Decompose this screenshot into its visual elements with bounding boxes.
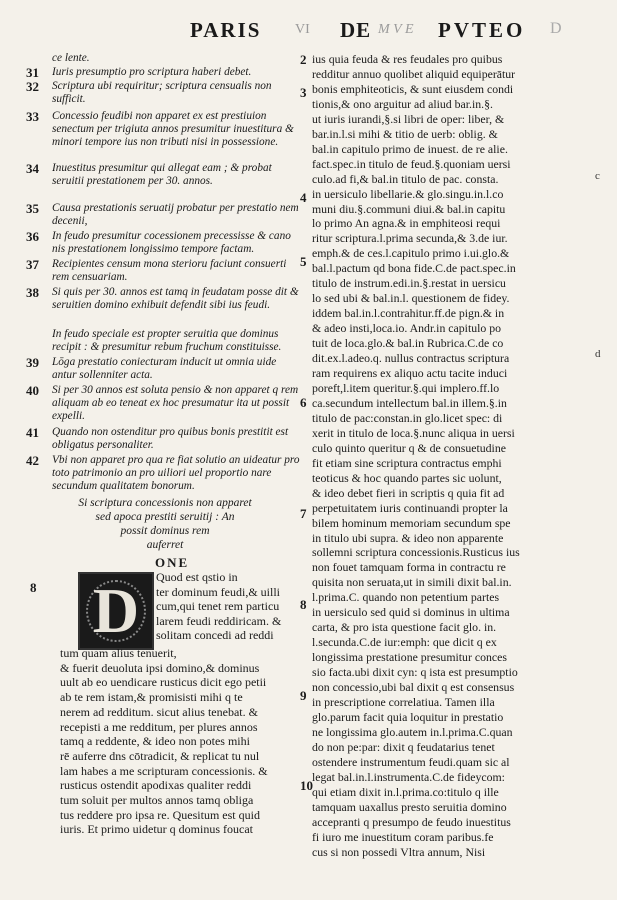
- summary-entry: [26, 161, 302, 188]
- body-text-right-column: [312, 52, 577, 859]
- text-line: bilem hominum memoriam secundum spe: [312, 515, 511, 530]
- header-faint-mark-2: M V E: [378, 22, 414, 37]
- header-left: PARIS: [190, 18, 262, 42]
- edge-mark: d: [595, 348, 601, 360]
- entry-number: 31: [26, 65, 39, 80]
- summary-entry: [30, 328, 302, 354]
- entry-number: 33: [26, 109, 39, 124]
- text-line: in uersiculo sed quid si dominus in ultima: [312, 605, 510, 620]
- summary-entry: [26, 355, 302, 382]
- entry-text: Recipientes censum mona sterioru faciunt consuerti rem censuariam.: [52, 258, 287, 284]
- text-line: tamquam uaxallus presto seruitia domino: [312, 799, 507, 814]
- entry-text: In feudo presumitur cocessionem precessisse & cano nis prestationem longissimo tempore factam.: [52, 230, 291, 256]
- entry-text: Quando non ostenditur pro quibus bonis prestitit est obligatus personaliter.: [52, 426, 289, 452]
- title-line: sed apoca prestiti seruitij : An: [95, 511, 235, 523]
- text-line: tamq a reddente, & ideo non potes mihi: [60, 734, 250, 749]
- summary-entry: [26, 285, 302, 312]
- text-line: carta, & pro ista questione facit glo. in.: [312, 620, 497, 635]
- text-line: in prescriptione correlatiua. Tamen illa: [312, 694, 495, 709]
- text-line: teoticus & hoc quando partes sic uolunt,: [312, 470, 502, 485]
- text-line: nerem ad redditum. sicut alius tenebat. &: [60, 704, 258, 719]
- text-line: recepisti a me redditum, per plures annos: [60, 719, 258, 734]
- text-line: tum quam alius tenuerit,: [60, 646, 177, 660]
- body-text-left: [60, 646, 300, 837]
- entry-number: 39: [26, 355, 39, 370]
- header-right: PVTEO: [438, 18, 526, 42]
- entry-text: ce lente.: [52, 52, 90, 64]
- text-line: fact.spec.in titulo de feud.§.quoniam uersi: [312, 156, 511, 171]
- text-line: bal.l.pactum qd bona fide.C.de pact.spec.in: [312, 261, 516, 276]
- margin-marker: 8: [30, 580, 37, 595]
- entry-number: 41: [26, 425, 39, 440]
- text-line: muni diu.§.communi diui.& bal.in capitu: [312, 201, 506, 216]
- text-line: lo primo An agna.& in emphiteosi requi: [312, 216, 501, 231]
- header-edge-letter: D: [550, 20, 562, 37]
- paragraph-number: 9: [300, 688, 307, 703]
- paragraph-number: 10: [300, 778, 313, 793]
- summary-entry: [26, 383, 302, 424]
- text-line: tionis,& ono arguitur ad aliud bar.in.§.: [312, 96, 493, 111]
- text-line: in titulo ubi supra. & ideo non apparente: [312, 530, 504, 545]
- text-line: ter dominum feudi,& uilli: [156, 584, 280, 599]
- entry-text: Iuris presumptio pro scriptura haberi debet.: [52, 66, 252, 78]
- summary-entry: [26, 425, 302, 452]
- title-line: possit dominus rem: [120, 525, 210, 537]
- text-line: legat bal.in.l.instrumenta.C.de fideycom:: [312, 769, 505, 784]
- text-line: cum,qui tenet rem particu: [156, 599, 280, 614]
- text-line: ram requirens ex aliquo actu tacite induci: [312, 366, 508, 381]
- summary-entry: [26, 229, 302, 256]
- text-line: lo sed ubi & bal.in.l. questionem de fidey.: [312, 291, 510, 306]
- entry-number: 40: [26, 383, 39, 398]
- entry-number: 34: [26, 161, 39, 176]
- text-line: do non pe:par: dixit q feudatarius tenet: [312, 739, 495, 754]
- text-line: ut iuris iurandi,§.si libri de oper: liber, &: [312, 111, 505, 126]
- summary-entry: [26, 257, 302, 284]
- text-line: tum soluit per multos annos tamq obliga: [60, 793, 254, 808]
- text-line: sio facta.ubi dixit cyn: q ista est presumptio: [312, 665, 518, 680]
- text-line: accepranti q presumpo de feudo inuestitus: [312, 814, 511, 829]
- text-line: tus reddere pro ipsa re. Quesitum est quid: [60, 807, 260, 822]
- summary-entry: [26, 201, 302, 228]
- text-line: in uersiculo libellarie.& glo.singu.in.l.co: [312, 186, 504, 201]
- text-line: fi iuro me inuestitum coram paribus.fe: [312, 829, 494, 844]
- summary-entry: [26, 109, 302, 150]
- text-line: l.prima.C. quando non petentium partes: [312, 590, 500, 605]
- paragraph-number: 2: [300, 52, 307, 67]
- paragraph-number: 5: [300, 254, 307, 269]
- text-line: sollemni scriptura concessionis.Rusticus ius: [312, 545, 520, 560]
- text-line: bal.in capitulo primo de inuest. de re alie.: [312, 141, 508, 156]
- text-line: larem feudi reddiricam. &: [156, 613, 282, 628]
- entry-number: 32: [26, 79, 39, 94]
- text-line: Quod est qstio in: [156, 570, 238, 584]
- summary-entry: [26, 65, 302, 80]
- text-line: non concessio,ubi bal dixit q est consensus: [312, 680, 515, 695]
- text-line: solitam concedi ad reddi: [156, 628, 274, 643]
- entry-text: Si per 30 annos est soluta pensio & non apparet q rem aliquam ab eo teneat ex hoc presumatur ita ut possit expelli.: [52, 384, 299, 423]
- summary-entry: [26, 79, 302, 106]
- text-line: & adeo insti,loca.io. Andr.in capitulo po: [312, 321, 502, 336]
- text-line: cus si non possedi Vltra annum, Nisi: [312, 844, 486, 859]
- text-line: iuris. Et primo uidetur q dominus foucat: [60, 822, 253, 837]
- text-line: culo.ad fi,& bal.in titulo de pac. consta.: [312, 171, 499, 186]
- text-line: emph.& de ces.l.capitulo primo i.ui.glo.&: [312, 246, 510, 261]
- text-line: longissima prestatione presumitur conces: [312, 650, 507, 665]
- text-line: redditur annuo quolibet aliquid equiperātur: [312, 66, 516, 81]
- text-line: bar.in.l.si mihi & titio de uerb: oblig. &: [312, 126, 498, 141]
- paragraph-number: 3: [300, 85, 307, 100]
- text-line: lam habes a me scripturam concessionis. &: [60, 763, 268, 778]
- text-line: ab te rem istam,& promisisti mihi q te: [60, 690, 243, 705]
- paragraph-number: 4: [300, 190, 307, 205]
- text-line: ca.secundum intellectum bal.in illem.§.in: [312, 395, 507, 410]
- text-line: ritur scriptura.l.prima secunda,& 3.de iur.: [312, 231, 508, 246]
- entry-text: Si quis per 30. annos est tamq in feudatam posse dit & seruitien domino exhibuit defendit sibi ius feudi.: [52, 286, 299, 312]
- text-line: quisita non seruata,ut in simili dixit bal.in.: [312, 575, 512, 590]
- text-line: rusticus ostendit apodixas qualiter reddi: [60, 778, 252, 793]
- header-mid: DE: [340, 18, 372, 42]
- entry-text: Scriptura ubi requiritur; scriptura censualis non sufficit.: [52, 80, 272, 106]
- entry-number: 38: [26, 285, 39, 300]
- text-line: & ideo debet fieri in scriptis q quia fit ad: [312, 485, 505, 500]
- entry-number: 36: [26, 229, 39, 244]
- text-line: titulo de instrum.edi.in.§.restat in uersicu: [312, 276, 506, 291]
- text-line: iddem bal.in.l.contrahitur.ff.de pign.& in: [312, 306, 505, 321]
- entry-number: 35: [26, 201, 39, 216]
- text-line: xerit in titulo de loca.§.nunc aliqua in uersi: [312, 425, 515, 440]
- entry-text: Inuestitus presumitur qui allegat eam ; & probat seruitii prestationem per 30. annos.: [52, 162, 272, 188]
- text-line: perpetuitatem iuris continuandi propter la: [312, 500, 508, 515]
- text-line: fit etiam sine scriptura contractus emphi: [312, 455, 502, 470]
- text-line: ius quia feuda & res feudales pro quibus: [312, 52, 503, 66]
- text-line: bonis emphiteoticis, & sunt eiusdem condi: [312, 81, 514, 96]
- header-faint-mark: VI: [295, 22, 310, 37]
- text-line: l.secunda.C.de iur:emph: que dicit q ex: [312, 635, 497, 650]
- summary-entry: [26, 453, 302, 494]
- text-line: ostendere instrumentum feudi.quam sic al: [312, 754, 510, 769]
- text-line: qui etiam dixit in.l.prima.co:titulo q ille: [312, 784, 499, 799]
- text-line: poreft,l.item queritur.§.qui implero.ff.lo: [312, 380, 500, 395]
- summary-entry: [30, 52, 302, 65]
- drop-cap-letter: D: [92, 575, 140, 646]
- title-line: auferret: [146, 539, 184, 551]
- text-line: glo.parum facit quia loquitur in prestatio: [312, 709, 504, 724]
- edge-mark: c: [595, 170, 600, 182]
- text-line: culo quinto queritur q & de consuetudine: [312, 440, 506, 455]
- text-line: uult ab eo uendicare rusticus dicit ego petii: [60, 675, 267, 690]
- text-line: ne longissima glo.autem in.l.prima.C.quan: [312, 724, 513, 739]
- decorated-initial: [78, 572, 154, 650]
- paragraph-number: 7: [300, 506, 307, 521]
- opening-word: ONE: [155, 555, 190, 570]
- section-title: [45, 496, 285, 552]
- entry-text: Lōga prestatio coniecturam inducit ut omnia uide antur sollenniter acta.: [52, 356, 277, 382]
- entry-text: In feudo speciale est propter seruitia que dominus recipit : & presumitur rebum fruchum constituisse.: [52, 328, 282, 354]
- body-text-beside-initial: [156, 570, 298, 643]
- text-line: rē auferre dns cōtradicit, & replicat tu nul: [60, 748, 260, 763]
- title-line: Si scriptura concessionis non apparet: [78, 497, 252, 509]
- text-line: titulo de pac:constan.in glo.licet spec: di: [312, 410, 503, 425]
- entry-number: 37: [26, 257, 39, 272]
- text-line: tuit de loca.glo.& bal.in Rubrica.C.de co: [312, 336, 504, 351]
- running-header: [0, 14, 617, 46]
- entry-text: Causa prestationis seruatij probatur per prestatio nem decenii,: [52, 202, 299, 228]
- text-line: dit.ex.l.adeo.q. nullus contractus scriptura: [312, 351, 510, 366]
- paragraph-number: 8: [300, 597, 307, 612]
- text-line: & fuerit deuoluta ipsi domino,& dominus: [60, 660, 260, 675]
- entry-text: Vbi non apparet pro qua re fiat solutio an uideatur pro toto patrimonio an pro uiliori uel proportio nare secundum qualitatem bonorum.: [52, 454, 300, 493]
- paragraph-number: 6: [300, 395, 307, 410]
- entry-text: Concessio feudibi non apparet ex est prestiuion senectum per trigiuta annos presumitur inuestitura & minori tempore ius non tributi nisi in possessione.: [52, 110, 294, 149]
- text-line: non fouet tamquam forma in contractu re: [312, 560, 506, 575]
- entry-number: 42: [26, 453, 39, 468]
